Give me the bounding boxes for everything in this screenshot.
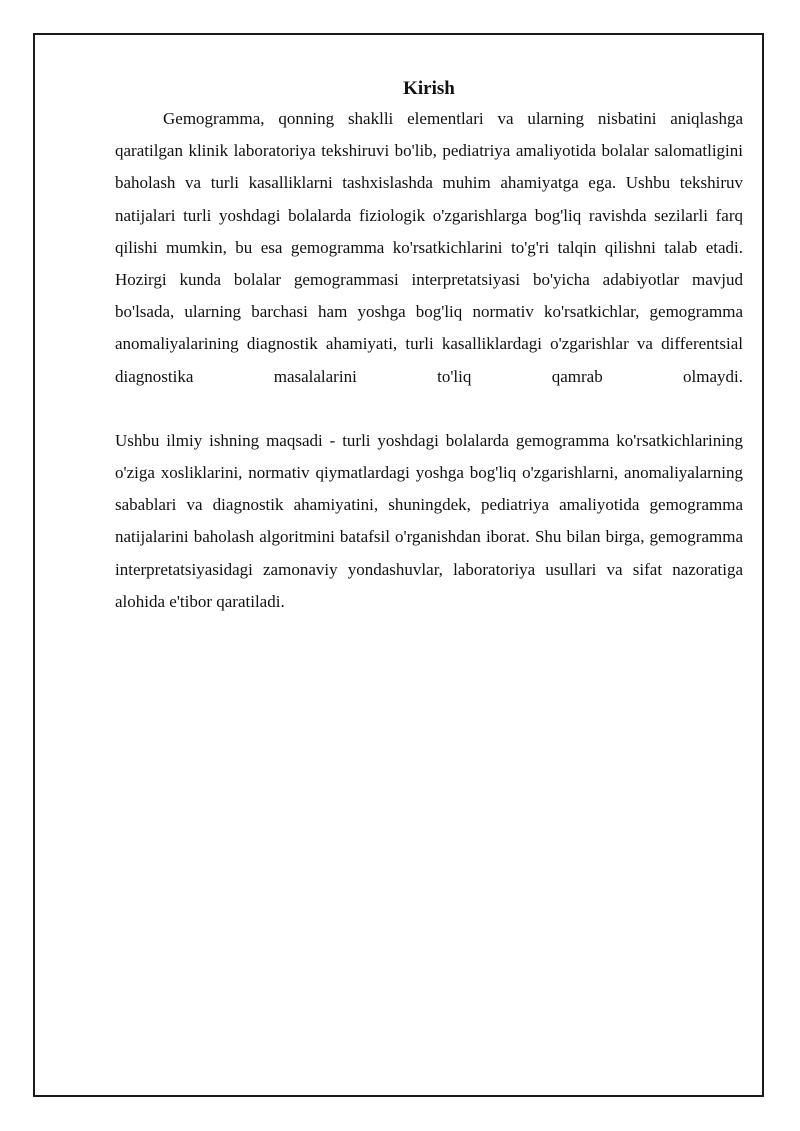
- intro-paragraph: Gemogramma, qonning shaklli elementlari va ularning nisbatini aniqlashga qaratilgan klinik laboratoriya tekshiruvi bo'lib, pediatriya amaliyotida bolalar salomatligini baholash va turli kasalliklarni tashxislashda muhim ahamiyatga ega. Ushbu tekshiruv natijalari turli yoshdagi bolalarda fiziologik o'zgarishlarga bog'liq ravishda sezilarli farq qilishi mumkin, bu esa gemogramma ko'rsatkichlarini to'g'ri talqin qilishni talab etadi. Hozirgi kunda bolalar gemogrammasi interpretatsiyasi bo'yicha adabiyotlar mavjud bo'lsada, ularning barchasi ham yoshga bog'liq normativ ko'rsatkichlar, gemogramma anomaliyalarining diagnostik ahamiyati, turli kasalliklardagi o'zgarishlar va differentsial diagnostika masalalarini to'liq qamrab olmaydi.: [115, 109, 743, 386]
- page-title: Kirish: [403, 78, 455, 99]
- document-body: [115, 75, 743, 618]
- purpose-paragraph: Ushbu ilmiy ishning maqsadi - turli yoshdagi bolalarda gemogramma ko'rsatkichlarining o'ziga xosliklarini, normativ qiymatlardagi yoshga bog'liq o'zgarishlarni, anomaliyalarning sabablari va diagnostik ahamiyatini, shuningdek, pediatriya amaliyotida gemogramma natijalarini baholash algoritmini batafsil o'rganishdan iborat. Shu bilan birga, gemogramma interpretatsiyasidagi zamonaviy yondashuvlar, laboratoriya usullari va sifat nazoratiga alohida e'tibor qaratiladi.: [115, 430, 743, 611]
